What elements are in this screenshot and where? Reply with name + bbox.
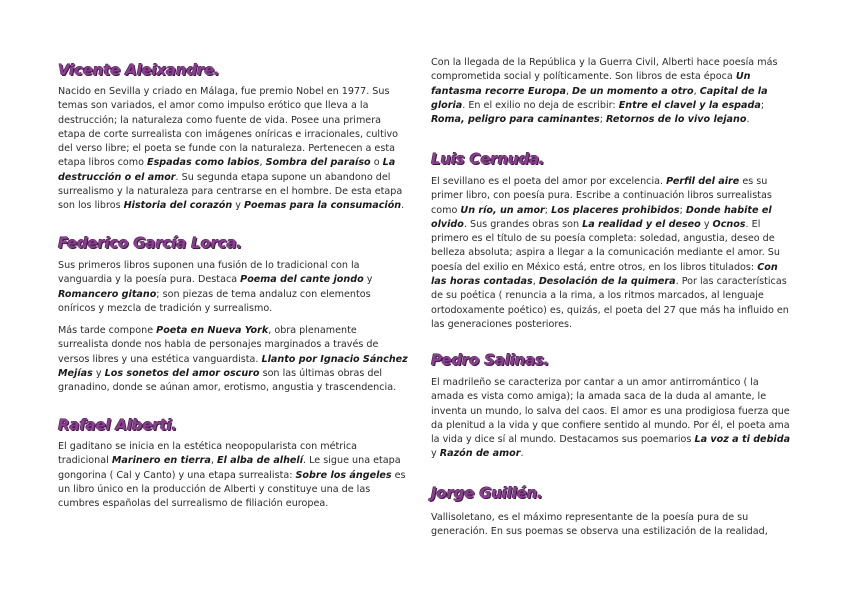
- book-title: Sombra del paraíso: [265, 157, 371, 169]
- text-run: .: [401, 200, 405, 212]
- book-title: Un fantasma recorre Europa: [431, 71, 751, 97]
- text-run: Vallisoletano, es el máximo representante de la poesía pura de su generación. En sus poemas se observa una estilización de la realidad,: [431, 512, 768, 538]
- book-title: Sobre los ángeles: [295, 469, 392, 481]
- text-run: ;: [599, 114, 607, 126]
- text-run: . Sus grandes obras son: [463, 218, 583, 230]
- text-run: son las últimas obras del granadino, donde se aúnan amor, erotismo, angustia y trascendencia.: [58, 368, 397, 394]
- book-title: Retornos de lo vivo lejano: [606, 114, 747, 126]
- text-run: y: [363, 274, 373, 286]
- text-run: y: [700, 218, 713, 230]
- heading-cernuda: Luis Cernuda.: [431, 150, 545, 168]
- book-title: Donde habite el olvido: [431, 204, 772, 230]
- heading-alberti: Rafael Alberti.: [58, 416, 177, 434]
- book-title: Con las horas contadas: [431, 261, 778, 288]
- text-run: ;: [679, 204, 686, 216]
- book-title: La destrucción o el amor: [58, 157, 396, 183]
- section-cernuda: [431, 148, 793, 340]
- book-title: Marinero en tierra: [111, 455, 211, 467]
- paragraph: [431, 56, 793, 127]
- paragraph: [58, 85, 408, 214]
- book-title: Ocnos: [712, 218, 746, 230]
- text-run: ;: [544, 204, 552, 216]
- book-title: Poema del cante jondo: [240, 274, 364, 286]
- text-run: El sevillano es el poeta del amor por excelencia.: [431, 176, 667, 187]
- text-run: o: [370, 157, 383, 169]
- text-run: Sus primeros libros suponen una fusión de lo tradicional con la vanguardia y la poesía pura. Destaca: [58, 260, 360, 286]
- text-run: . Le sigue una etapa gongorina ( Cal y Canto) y una etapa surrealista:: [58, 455, 401, 481]
- book-title: Perfil del aire: [666, 176, 740, 187]
- book-title: Desolación de la quimera: [538, 276, 676, 288]
- book-title: Espadas como labios: [147, 157, 260, 169]
- section-guillen: [431, 482, 793, 548]
- text-run: y: [232, 200, 244, 212]
- paragraph: [431, 376, 793, 462]
- text-run: es un libro único en la producción de Alberti y constituye una de las cumbres españolas del surrealismo de filiación europea.: [58, 469, 406, 510]
- book-title: Capital de la gloria: [431, 85, 768, 111]
- section-alberti: [58, 414, 408, 519]
- book-title: La realidad y el deseo: [582, 218, 701, 230]
- text-run: Con la llegada de la República y la Guerra Civil, Alberti hace poesía más comprometida social y políticamente. Son libros de esta época: [431, 57, 778, 83]
- paragraph: [58, 259, 408, 316]
- book-title: El alba de alhelí: [216, 455, 304, 467]
- heading-salinas: Pedro Salinas.: [431, 351, 550, 369]
- text-run: . Por las características de su poética ( renuncia a la rima, a los ritmos marcados, al lenguaje ortodoxamente poético) es, quizás, el poeta del 27 que más ha influido en las generaciones posteriores.: [431, 276, 789, 330]
- text-run: .: [746, 114, 750, 126]
- book-title: La voz a ti debida: [694, 434, 791, 446]
- section-aleixandre: [58, 59, 408, 222]
- section-alberti-continued: [431, 56, 793, 135]
- book-title: Romancero gitano: [58, 288, 157, 300]
- book-title: Razón de amor: [439, 448, 521, 460]
- book-title: Roma, peligro para caminantes: [431, 114, 600, 126]
- text-run: y: [92, 368, 105, 380]
- text-run: ,: [532, 276, 539, 288]
- section-salinas: [431, 349, 793, 470]
- text-run: ,: [210, 455, 217, 467]
- text-run: ; son piezas de tema andaluz con elementos oníricos y mezcla de tradición y surrealismo.: [58, 288, 371, 314]
- book-title: Poemas para la consumación: [243, 200, 402, 212]
- paragraph: [431, 175, 793, 332]
- book-title: Historia del corazón: [123, 200, 233, 212]
- heading-aleixandre: Vicente Aleixandre.: [58, 61, 220, 79]
- paragraph: [431, 511, 793, 540]
- heading-guillen: Jorge Guillén.: [431, 484, 543, 502]
- book-title: Los sonetos del amor oscuro: [104, 368, 260, 380]
- section-lorca: [58, 232, 408, 404]
- text-run: Nacido en Sevilla y criado en Málaga, fue premio Nobel en 1977. Sus temas son variados, el amor como impulso erótico que lleva a la destrucción; la naturaleza como fuente de vida. Posee una primera etapa de corte surrealista con imágenes oníricas e irracionales, cultivo del verso libre; el poeta se funde con la naturaleza. Pertenecen a esta etapa libros como: [58, 86, 399, 169]
- text-run: . Su segunda etapa supone un abandono del surrealismo y la naturaleza para centrarse en el hombre. De esta etapa son los libros: [58, 171, 403, 212]
- book-title: Un río, un amor: [460, 204, 545, 216]
- paragraph: [58, 324, 408, 395]
- text-run: ,: [565, 85, 573, 97]
- text-run: ,: [259, 157, 266, 169]
- book-title: De un momento a otro: [572, 85, 694, 97]
- text-run: Más tarde compone: [58, 325, 157, 337]
- text-run: El madrileño se caracteriza por cantar a un amor antirromántico ( la amada es vista como amiga); la amada saca de la duda al amante, le inventa un mundo, lo salva del caos. El amor es una prodigiosa fuerza que da plenitud a la vida y que confiere sentido al mundo. Por él, el poeta ama la vida y dice sí al mundo. Destacamos sus poemarios: [431, 377, 790, 446]
- text-run: ;: [760, 99, 765, 111]
- book-title: Llanto por Ignacio Sánchez Mejías: [58, 353, 408, 380]
- book-title: Los placeres prohibidos: [551, 204, 680, 216]
- text-run: .: [520, 448, 524, 460]
- text-run: El gaditano se inicia en la estética neopopularista con métrica tradicional: [58, 441, 358, 467]
- heading-lorca: Federico García Lorca.: [58, 234, 242, 252]
- text-run: . El primero es el título de su poesía completa: soledad, angustia, deseo de belleza absoluta; aspira a llegar a la comunicación mediante el amor. Su poesía del exilio en México está, entre otros, en los libros titulados:: [431, 218, 780, 273]
- text-run: . En el exilio no deja de escribir:: [462, 99, 619, 111]
- paragraph: [58, 440, 408, 511]
- text-run: ,: [693, 85, 700, 97]
- book-title: Poeta en Nueva York: [156, 325, 269, 337]
- text-run: es su primer libro, con poesía pura. Escribe a continuación libros surrealistas como: [431, 176, 772, 216]
- book-title: Entre el clavel y la espada: [618, 99, 761, 111]
- text-run: , obra plenamente surrealista donde nos habla de personajes marginados a través de versos libres y una estética vanguardista.: [58, 325, 379, 365]
- text-run: y: [431, 448, 440, 460]
